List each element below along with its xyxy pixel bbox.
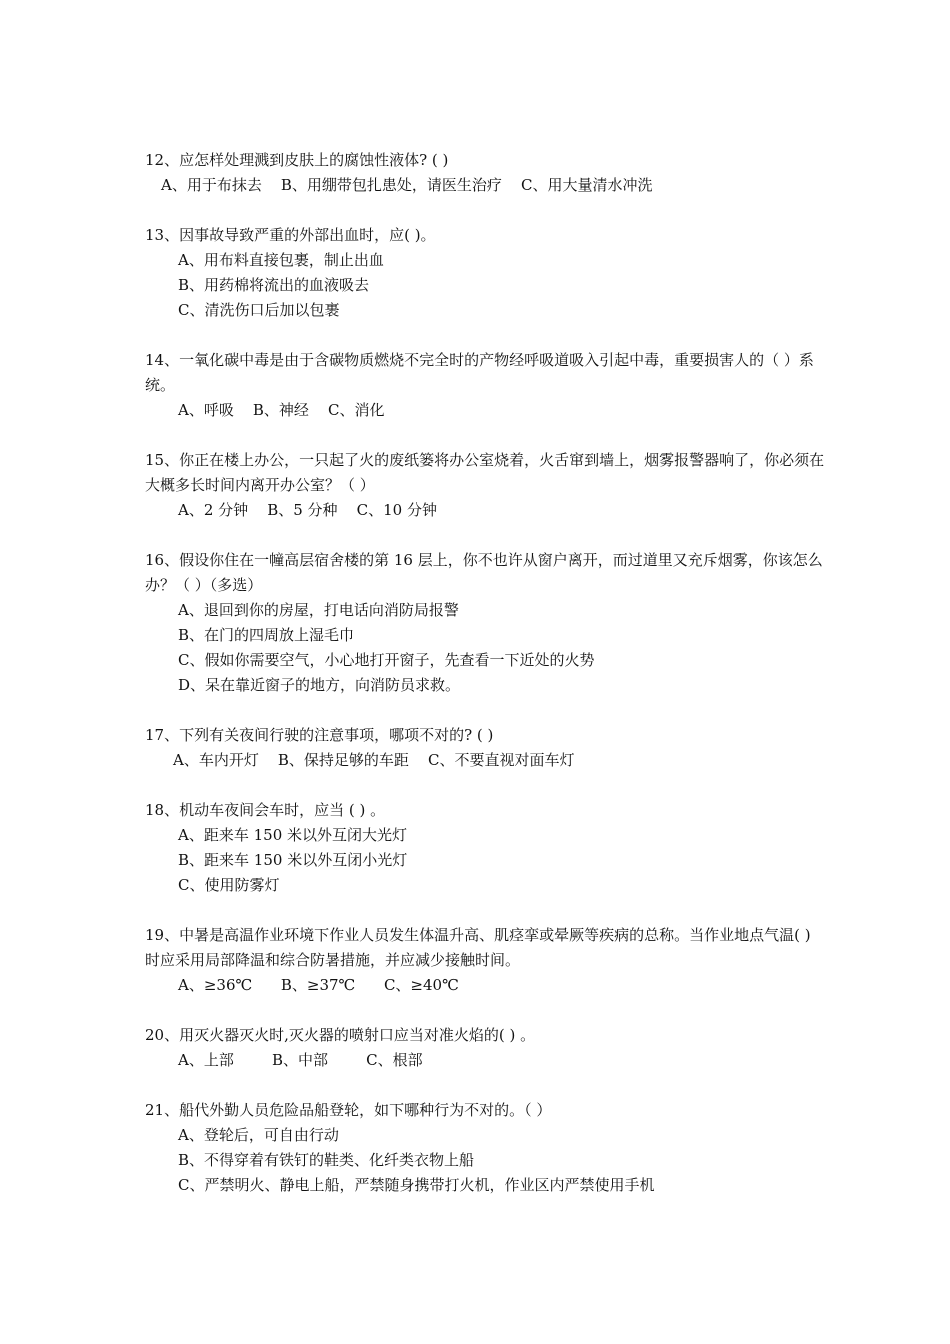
option-a: A、登轮后，可自由行动 [178,1126,339,1144]
question-options: A、呼吸 B、神经 C、消化 [178,401,385,419]
question-stem: 15、你正在楼上办公，一只起了火的废纸篓将办公室烧着，火舌窜到墙上，烟雾报警器响了，你必须在大概多长时间内离开办公室？（ ） [145,451,825,494]
question-stem: 16、假设你住在一幢高层宿舍楼的第 16 层上，你不也许从窗户离开，而过道里又充斥烟雾，你该怎么办？（ ）（多选） [145,551,823,594]
question-13 [145,223,825,323]
question-options: A、2 分钟 B、5 分种 C、10 分钟 [178,501,437,519]
option-c: C、使用防雾灯 [178,876,280,894]
option-d: D、呆在靠近窗子的地方，向消防员求救。 [178,676,461,694]
question-20 [145,1023,825,1073]
option-b: B、距来车 150 米以外互闭小光灯 [178,851,408,869]
question-15 [145,448,825,523]
question-12 [145,148,825,198]
option-b: B、不得穿着有铁钉的鞋类、化纤类衣物上船 [178,1151,475,1169]
question-21 [145,1098,825,1198]
question-14 [145,348,825,423]
question-stem: 21、船代外勤人员危险品船登轮，如下哪种行为不对的。（ ） [145,1101,552,1119]
option-b: B、用药棉将流出的血液吸去 [178,276,370,294]
question-stem: 14、一氧化碳中毒是由于含碳物质燃烧不完全时的产物经呼吸道吸入引起中毒，重要损害人的（ ）系统。 [145,351,814,394]
question-17 [145,723,825,773]
question-stem: 17、下列有关夜间行驶的注意事项，哪项不对的? ( ) [145,726,494,744]
question-options: A、用于布抹去 B、用绷带包扎患处，请医生治疗 C、用大量清水冲洗 [161,176,653,194]
option-c: C、严禁明火、静电上船，严禁随身携带打火机，作业区内严禁使用手机 [178,1176,655,1194]
question-stem: 19、中暑是高温作业环境下作业人员发生体温升高、肌痉挛或晕厥等疾病的总称。当作业地点气温( )时应采用局部降温和综合防暑措施，并应减少接触时间。 [145,926,811,969]
question-stem: 18、机动车夜间会车时，应当 ( ) 。 [145,801,386,819]
question-stem: 13、因事故导致严重的外部出血时，应( )。 [145,226,436,244]
question-stem: 20、用灭火器灭火时,灭火器的喷射口应当对准火焰的( ) 。 [145,1026,536,1044]
question-stem: 12、应怎样处理溅到皮肤上的腐蚀性液体? ( ) [145,151,449,169]
question-options: A、≥36℃ B、≥37℃ C、≥40℃ [178,976,459,994]
option-c: C、假如你需要空气，小心地打开窗子，先查看一下近处的火势 [178,651,595,669]
option-c: C、清洗伤口后加以包裹 [178,301,340,319]
document-page [145,148,825,1223]
question-16 [145,548,825,698]
question-19 [145,923,825,998]
option-a: A、距来车 150 米以外互闭大光灯 [178,826,408,844]
question-18 [145,798,825,898]
question-options: A、车内开灯 B、保持足够的车距 C、不要直视对面车灯 [173,751,575,769]
option-b: B、在门的四周放上湿毛巾 [178,626,355,644]
option-a: A、退回到你的房屋，打电话向消防局报警 [178,601,459,619]
option-a: A、用布料直接包裹，制止出血 [178,251,384,269]
question-options: A、上部 B、中部 C、根部 [178,1051,423,1069]
